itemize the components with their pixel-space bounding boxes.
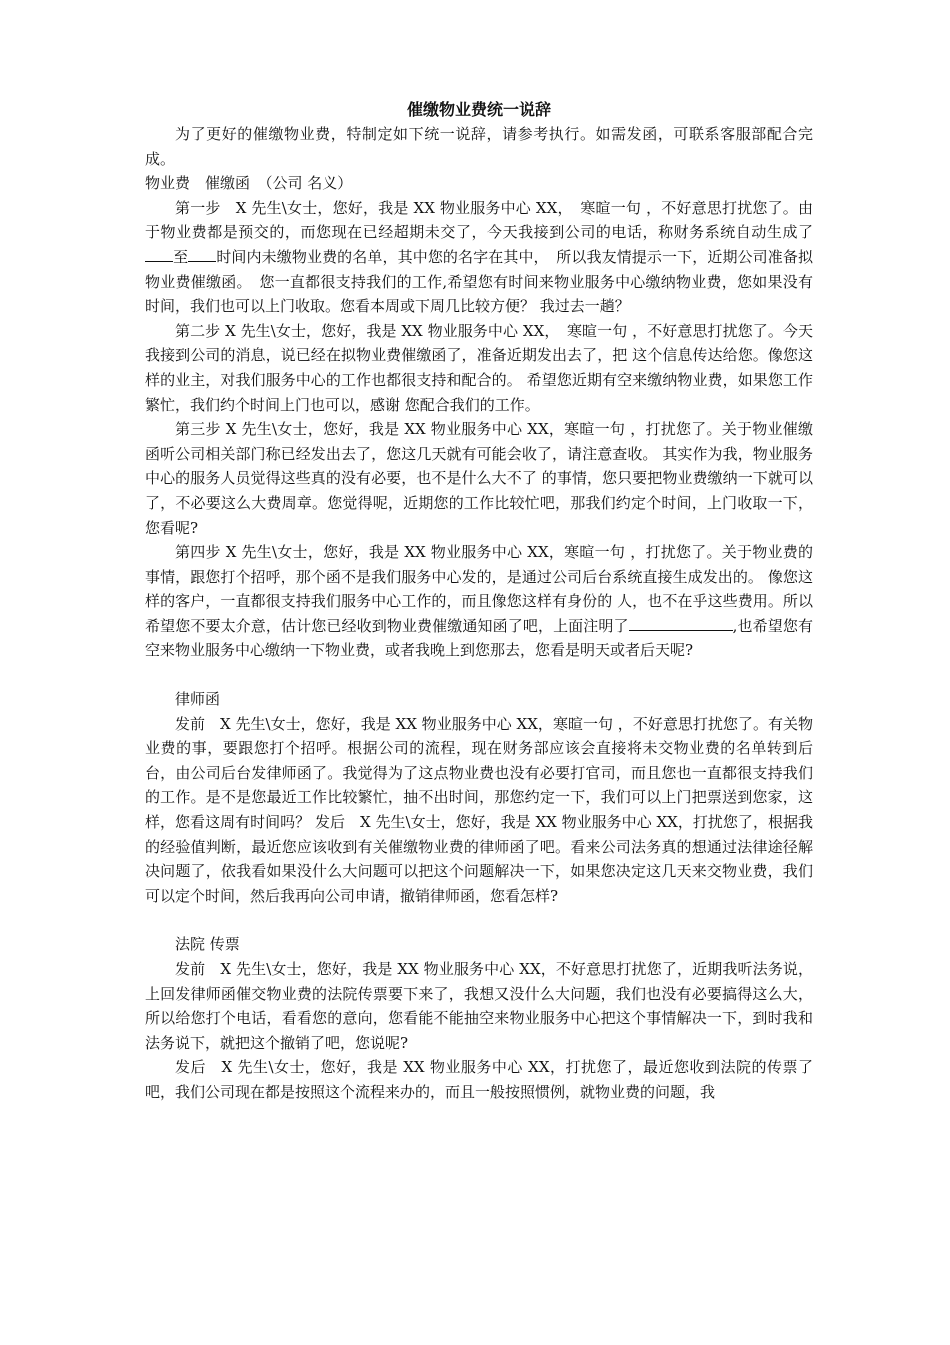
step1-text-b: 至 — [173, 247, 189, 266]
step3-paragraph: 第三步 X 先生\女士，您好，我是 XX 物业服务中心 XX，寒暄一句 ，打扰您了。关于物业催缴函听公司相关部门称已经发出去了，您这几天就有可能会收了，请注意查收。 其实作为我，物业服务中心的服务人员觉得这些真的没有必要，也不是什么大不了 的事情，您只要把物业费缴纳一下就可以了，不必要这么大费周章。您觉得呢，近期您的工作比较忙吧，那我们约定个时间，上门收取一下，您看呢? — [145, 420, 813, 537]
date-blank-end — [188, 246, 216, 262]
step1-text-a: 第一步 X 先生\女士，您好，我是 XX 物业服务中心 XX， 寒暄一句 ，不好意思打扰您了。由于物业费都是预交的，而您现在已经超期未交了，今天我接到公司的电话，称财务系统自动生成了 — [145, 198, 813, 242]
notice-blank — [629, 615, 733, 631]
step4-paragraph — [145, 540, 813, 663]
step4-text-a: 第四步 X 先生\女士，您好，我是 XX 物业服务中心 XX，寒暄一句 ，打扰您了。关于物业费的事情，跟您打个招呼，那个函不是我们服务中心发的，是通过公司后台系统直接生成发出的。 像您这样的客户，一直都很支持我们服务中心工作的，而且像您这样有身份的 人，也不在乎这些费用。所以希望您不要太介意，估计您已经收到物业费催缴通知函了吧，上面注明了 — [145, 543, 813, 635]
notice-heading: 物业费 催缴函 （公司 名义） — [145, 174, 353, 193]
step2-paragraph: 第二步 X 先生\女士，您好，我是 XX 物业服务中心 XX， 寒暄一句 ，不好意思打扰您了。今天我接到公司的消息，说已经在拟物业费催缴函了，准备近期发出去了，把 这个信息传达给您。像您这样的业主，对我们服务中心的工作也都很支持和配合的。 希望您近期有空来缴纳物业费，如果您工作繁忙，我们约个时间上门也可以，感谢 您配合我们的工作。 — [145, 321, 813, 414]
court-after-paragraph: 发后 X 先生\女士，您好，我是 XX 物业服务中心 XX，打扰您了，最近您收到法院的传票了吧，我们公司现在都是按照这个流程来办的，而且一般按照惯例，就物业费的问题，我 — [145, 1058, 813, 1101]
lawyer-letter-heading: 律师函 — [175, 690, 221, 709]
intro-paragraph: 为了更好的催缴物业费，特制定如下统一说辞，请参考执行。如需发函，可联系客服部配合完成。 — [145, 125, 813, 168]
lawyer-letter-paragraph: 发前 X 先生\女士，您好，我是 XX 物业服务中心 XX，寒暄一句 ，不好意思打扰您了。有关物业费的事，要跟您打个招呼。根据公司的流程，现在财务部应该会直接将未交物业费的名单转到后台，由公司后台发律师函了。我觉得为了这点物业费也没有必要打官司，而且您也一直都很支持我们的工作。是不是您最近工作比较繁忙，抽不出时间，那您约定一下，我们可以上门把票送到您家，这样，您看这周有时间吗？ 发后 X 先生\女士，您好，我是 XX 物业服务中心 XX，打扰您了，根据我的经验值判断，最近您应该收到有关催缴物业费的律师函了吧。看来公司法务真的想通过法律途径解决问题了，依我看如果没什么大问题可以把这个问题解决一下，如果您决定这几天来交物业费，我们可以定个时间，然后我再向公司申请，撤销律师函，您看怎样? — [145, 714, 813, 905]
court-summons-heading: 法院 传票 — [175, 935, 240, 954]
step4-text-b: ,也希望您有空来物业服务中心缴纳一下物业费，或者我晚上到您那去，您看是明天或者后天呢? — [145, 616, 813, 660]
step1-paragraph — [145, 196, 813, 319]
court-before-paragraph: 发前 X 先生\女士，您好，我是 XX 物业服务中心 XX，不好意思打扰您了，近期我听法务说，上回发律师函催交物业费的法院传票要下来了，我想又没什么大问题，我们也没有必要搞得这么大，所以给您打个电话，看看您的意向，您看能不能抽空来物业服务中心把这个事情解决一下，到时我和法务说下，就把这个撤销了吧，您说呢? — [145, 960, 813, 1052]
date-blank-start — [145, 246, 173, 262]
document-body — [145, 98, 813, 1105]
document-title: 催缴物业费统一说辞 — [406, 100, 551, 119]
step1-text-c: 时间内未缴物业费的名单，其中您的名字在其中， 所以我友情提示一下，近期公司准备拟物业费催缴函。 您一直都很支持我们的工作,希望您有时间来物业服务中心缴纳物业费，您如果没有时间，我们也可以上门收取。您看本周或下周几比较方便？ 我过去一趟？ — [145, 247, 813, 316]
